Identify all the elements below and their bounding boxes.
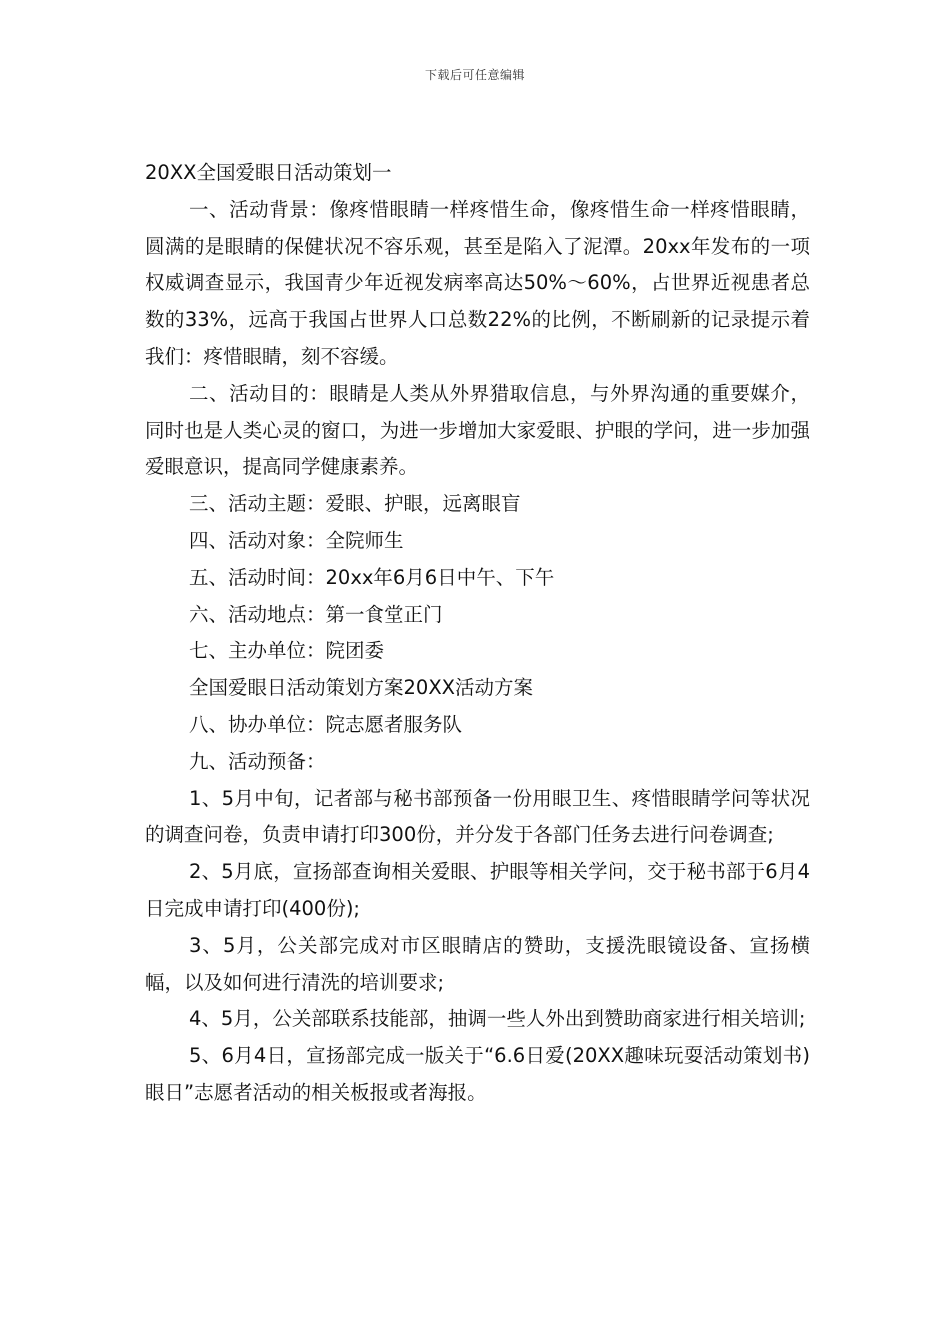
paragraph-co-organizer: 八、协办单位：院志愿者服务队 — [189, 712, 463, 736]
document-body — [145, 155, 810, 1112]
paragraph-organizer: 七、主办单位：院团委 — [189, 639, 385, 663]
paragraph-background: 一、活动背景：像疼惜眼睛一样疼惜生命，像疼惜生命一样疼惜眼睛，圆满的是眼睛的保健状况不容乐观，甚至是陷入了泥潭。20xx年发布的一项权威调查显示，我国青少年近视发病率高达50%～60%，占世界近视患者总数的33%，远高于我国占世界人口总数22%的比例，不断刷新的记录提示着我们：疼惜眼睛，刻不容缓。 — [145, 197, 810, 368]
paragraph-purpose: 二、活动目的：眼睛是人类从外界猎取信息，与外界沟通的重要媒介，同时也是人类心灵的窗口，为进一步增加大家爱眼、护眼的学问，进一步加强爱眼意识，提高同学健康素养。 — [145, 381, 810, 479]
paragraph-audience: 四、活动对象：全院师生 — [189, 528, 404, 552]
paragraph-time: 五、活动时间：20xx年6月6日中午、下午 — [189, 565, 555, 589]
header-note: 下载后可任意编辑 — [424, 68, 525, 82]
paragraph-location: 六、活动地点：第一食堂正门 — [189, 602, 443, 626]
list-item: 1、5月中旬，记者部与秘书部预备一份用眼卫生、疼惜眼睛学问等状况的调查问卷，负责申请打印300份，并分发于各部门任务去进行问卷调查; — [145, 786, 810, 847]
list-item: 3、5月，公关部完成对市区眼睛店的赞助，支援洗眼镜设备、宣扬横幅，以及如何进行清洗的培训要求; — [145, 933, 810, 994]
list-item: 5、6月4日，宣扬部完成一版关于“6.6日爱(20XX趣味玩耍活动策划书)眼日”志愿者活动的相关板报或者海报。 — [145, 1044, 810, 1104]
document-title: 20XX全国爱眼日活动策划一 — [145, 161, 392, 184]
paragraph-theme: 三、活动主题：爱眼、护眼，远离眼盲 — [189, 492, 521, 516]
list-item: 4、5月，公关部联系技能部，抽调一些人外出到赞助商家进行相关培训; — [189, 1007, 806, 1031]
list-item: 2、5月底，宣扬部查询相关爱眼、护眼等相关学问，交于秘书部于6月4日完成申请打印(400份); — [145, 860, 810, 920]
paragraph-preparation: 九、活动预备： — [189, 749, 326, 773]
paragraph-plan-heading: 全国爱眼日活动策划方案20XX活动方案 — [189, 676, 534, 700]
